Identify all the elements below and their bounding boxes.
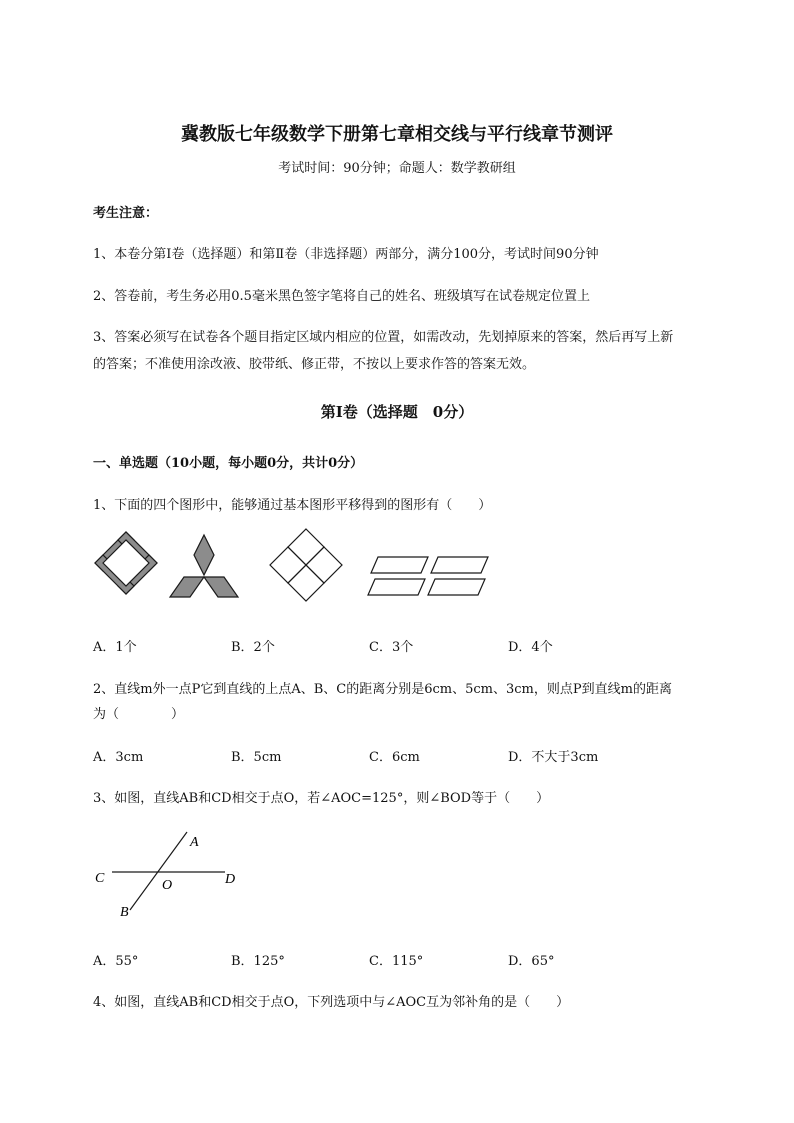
figure-three-rhombi [170,535,238,597]
question-1-option-d[interactable]: D．4个 [508,640,553,655]
label-b: B [120,905,129,920]
question-3-option-a[interactable]: A．55° [93,954,139,969]
question-2-stem-line2: 为（ ） [93,707,185,722]
label-o: O [162,878,173,893]
label-d: D [225,872,236,887]
notice-item-3: 3、答案必须写在试卷各个题目指定区域内相应的位置，如需改动，先划掉原来的答案，然后再写上新 [93,330,674,345]
question-2-option-d[interactable]: D．不大于3cm [508,750,599,765]
question-3-stem: 3、如图，直线AB和CD相交于点O，若∠AOC=125°，则∠BOD等于（ ） [93,791,550,806]
question-1-option-b[interactable]: B．2个 [231,640,275,655]
question-3-option-d[interactable]: D．65° [508,954,555,969]
section-title: 第Ⅰ卷（选择题 0分） [320,403,474,421]
question-2-option-b[interactable]: B．5cm [231,750,282,765]
part-heading: 一、单选题（10小题，每小题0分，共计0分） [93,456,364,471]
question-3-figure [90,828,250,923]
question-2-stem-line1: 2、直线m外一点P它到直线的上点A、B、C的距离分别是6cm、5cm、3cm，则点P到直线m的距离 [93,682,672,697]
question-2-option-a[interactable]: A．3cm [93,750,144,765]
exam-subtitle: 考试时间：90分钟；命题人：数学教研组 [278,161,516,176]
question-1-option-c[interactable]: C．3个 [369,640,414,655]
label-a: A [190,835,199,850]
label-c: C [95,871,105,886]
line-ab [130,832,187,910]
question-2-option-c[interactable]: C．6cm [369,750,420,765]
exam-title: 冀教版七年级数学下册第七章相交线与平行线章节测评 [181,124,613,145]
figure-square-frame [95,532,157,594]
question-1-figures [88,525,498,617]
question-1-option-a[interactable]: A．1个 [93,640,137,655]
question-1-stem: 1、下面的四个图形中，能够通过基本图形平移得到的图形有（ ） [93,498,492,513]
figure-four-squares [270,529,342,601]
notice-item-3-cont: 的答案；不准使用涂改液、胶带纸、修正带，不按以上要求作答的答案无效。 [93,357,536,372]
notice-item-1: 1、本卷分第Ⅰ卷（选择题）和第Ⅱ卷（非选择题）两部分，满分100分，考试时间90分钟 [93,247,599,262]
question-3-option-c[interactable]: C．115° [369,954,424,969]
notice-item-2: 2、答卷前，考生务必用0.5毫米黑色签字笔将自己的姓名、班级填写在试卷规定位置上 [93,289,590,304]
figure-parallelograms [368,557,488,595]
notice-heading: 考生注意： [93,206,159,221]
question-4-stem: 4、如图，直线AB和CD相交于点O，下列选项中与∠AOC互为邻补角的是（ ） [93,995,570,1010]
question-3-option-b[interactable]: B．125° [231,954,285,969]
